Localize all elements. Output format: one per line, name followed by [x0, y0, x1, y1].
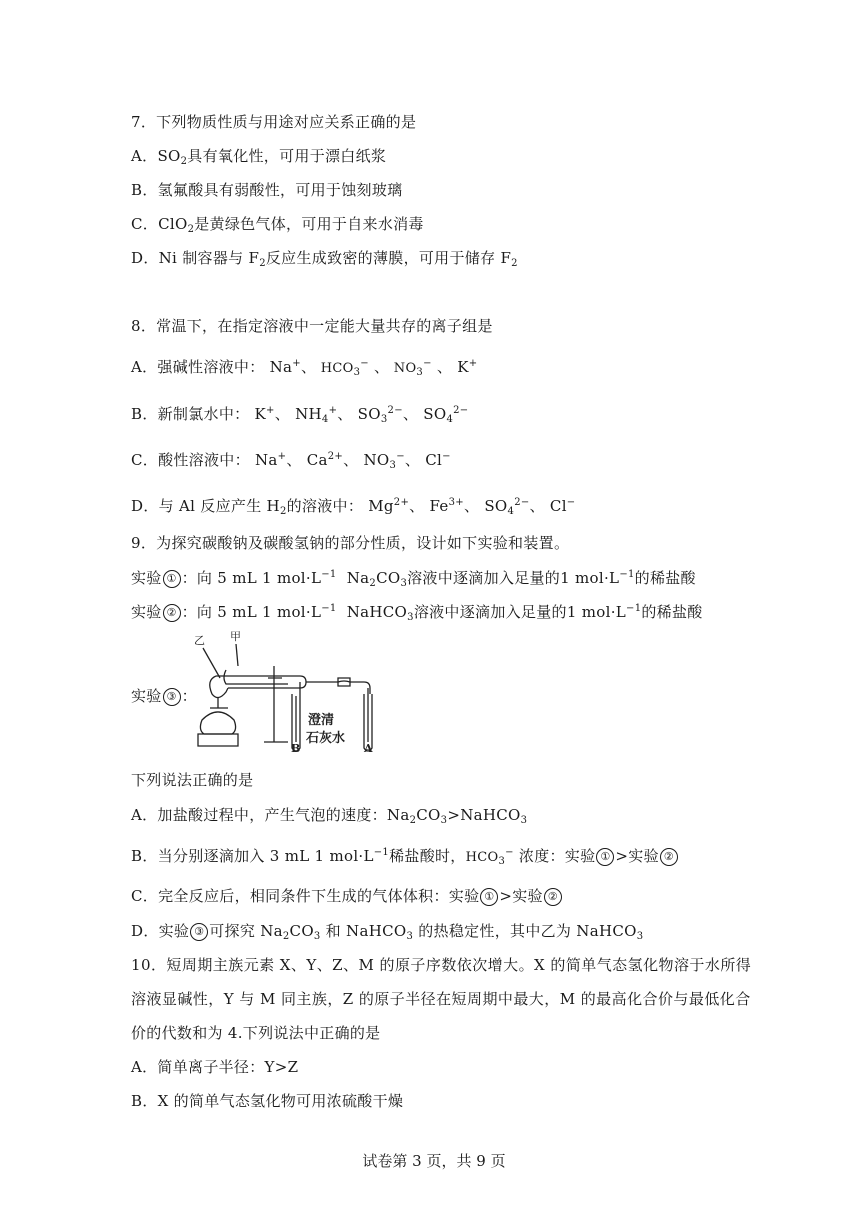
q8-option-b: B．新制氯水中： K+、 $NH_4^+$、 $SO_3^{2-}$、 $SO_4^{2-}$	[131, 405, 469, 425]
circled-number-2: ②	[163, 604, 181, 622]
page-footer: 试卷第 3 页，共 9 页	[362, 1152, 506, 1170]
circled-number-1: ①	[163, 570, 181, 588]
iron-stand	[264, 666, 288, 742]
q9-option-a: A．加盐酸过程中，产生气泡的速度：$Na_2CO_3>NaHCO_3$	[131, 806, 528, 826]
experiment-apparatus-figure	[188, 630, 388, 754]
q9-stem: 9．为探究碳酸钠及碳酸氢钠的部分性质，设计如下实验和装置。	[131, 534, 570, 552]
circled-number-3: ③	[163, 688, 181, 706]
q10-option-b: B．X 的简单气态氢化物可用浓硫酸干燥	[131, 1092, 404, 1110]
q8-option-c: C．酸性溶液中： Na+、 $Ca^{2+}$、 $NO_3^-$、 Cl−	[131, 451, 451, 471]
label-leader-yi	[203, 648, 220, 678]
q9-experiment-3-label: 实验 ③ ：	[131, 687, 197, 705]
label-a: A	[364, 742, 373, 754]
q10-stem-line-3: 价的代数和为 4.下列说法中正确的是	[131, 1024, 381, 1042]
label-yi: 乙	[194, 634, 205, 647]
outer-tube	[216, 676, 306, 688]
label-limewater-1: 澄清	[308, 713, 335, 728]
inner-tube	[224, 670, 288, 684]
q7-stem: 7．下列物质性质与用途对应关系正确的是	[131, 113, 417, 131]
q7-option-c: C．ClO$_2$是黄绿色气体，可用于自来水消毒	[131, 215, 424, 235]
q8-stem: 8．常温下，在指定溶液中一定能大量共存的离子组是	[131, 317, 493, 335]
label-limewater-2: 石灰水	[306, 731, 346, 746]
q8-option-a: A．强碱性溶液中： Na+、 $HCO_3^-$ 、 $NO_3^-$ 、 K+	[131, 358, 478, 378]
q7-option-d: D．Ni 制容器与 $F_2$反应生成致密的薄膜，可用于储存 $F_2$	[131, 249, 518, 269]
label-b: B	[291, 742, 301, 754]
label-leader-jia	[236, 644, 238, 666]
q9-option-b: B．当分别逐滴加入 3 mL 1 $mol\cdot L^{-1}$稀盐酸时，$HCO_3^-$ 浓度：实验 ① >实验 ②	[131, 845, 679, 869]
tube-bulb	[210, 676, 228, 698]
q9-experiment-2: 实验 ② ：向 5 mL 1 $mol\cdot L^{-1}$ NaHCO$_3$溶液中逐滴加入足量的1 $mol\cdot L^{-1}$的稀盐酸	[131, 603, 703, 623]
q7-option-a: A．$SO_2$具有氧化性，可用于漂白纸浆	[131, 147, 387, 167]
q10-stem-line-1: 10．短周期主族元素 X、Y、Z、M 的原子序数依次增大。X 的简单气态氢化物溶于水所得	[131, 956, 752, 974]
q10-option-a: A．简单离子半径：Y>Z	[131, 1058, 299, 1076]
q10-stem-line-2: 溶液显碱性，Y 与 M 同主族，Z 的原子半径在短周期中最大，M 的最高化合价与最低化合	[131, 990, 751, 1008]
q7-option-b: B．氢氟酸具有弱酸性，可用于蚀刻玻璃	[131, 181, 403, 199]
q9-experiment-1: 实验 ① ：向 5 mL 1 $mol\cdot L^{-1}$ $Na_2CO_3$溶液中逐滴加入足量的1 $mol\cdot L^{-1}$的稀盐酸	[131, 569, 696, 589]
q9-ask: 下列说法正确的是	[131, 771, 254, 789]
lamp-wick	[210, 698, 228, 708]
alcohol-lamp	[200, 712, 235, 734]
lamp-base	[198, 734, 238, 746]
label-jia: 甲	[230, 630, 241, 643]
q9-option-d: D．实验 ③ 可探究 $Na_2CO_3$ 和 NaHCO$_3$ 的热稳定性，其中乙为 NaHCO$_3$	[131, 922, 644, 942]
q9-option-c: C．完全反应后，相同条件下生成的气体体积：实验 ① >实验 ②	[131, 885, 563, 907]
q8-option-d: D．与 Al 反应产生 $H_2$的溶液中： $Mg^{2+}$、 $Fe^{3+}$、 $SO_4^{2-}$、 Cl−	[131, 497, 576, 517]
